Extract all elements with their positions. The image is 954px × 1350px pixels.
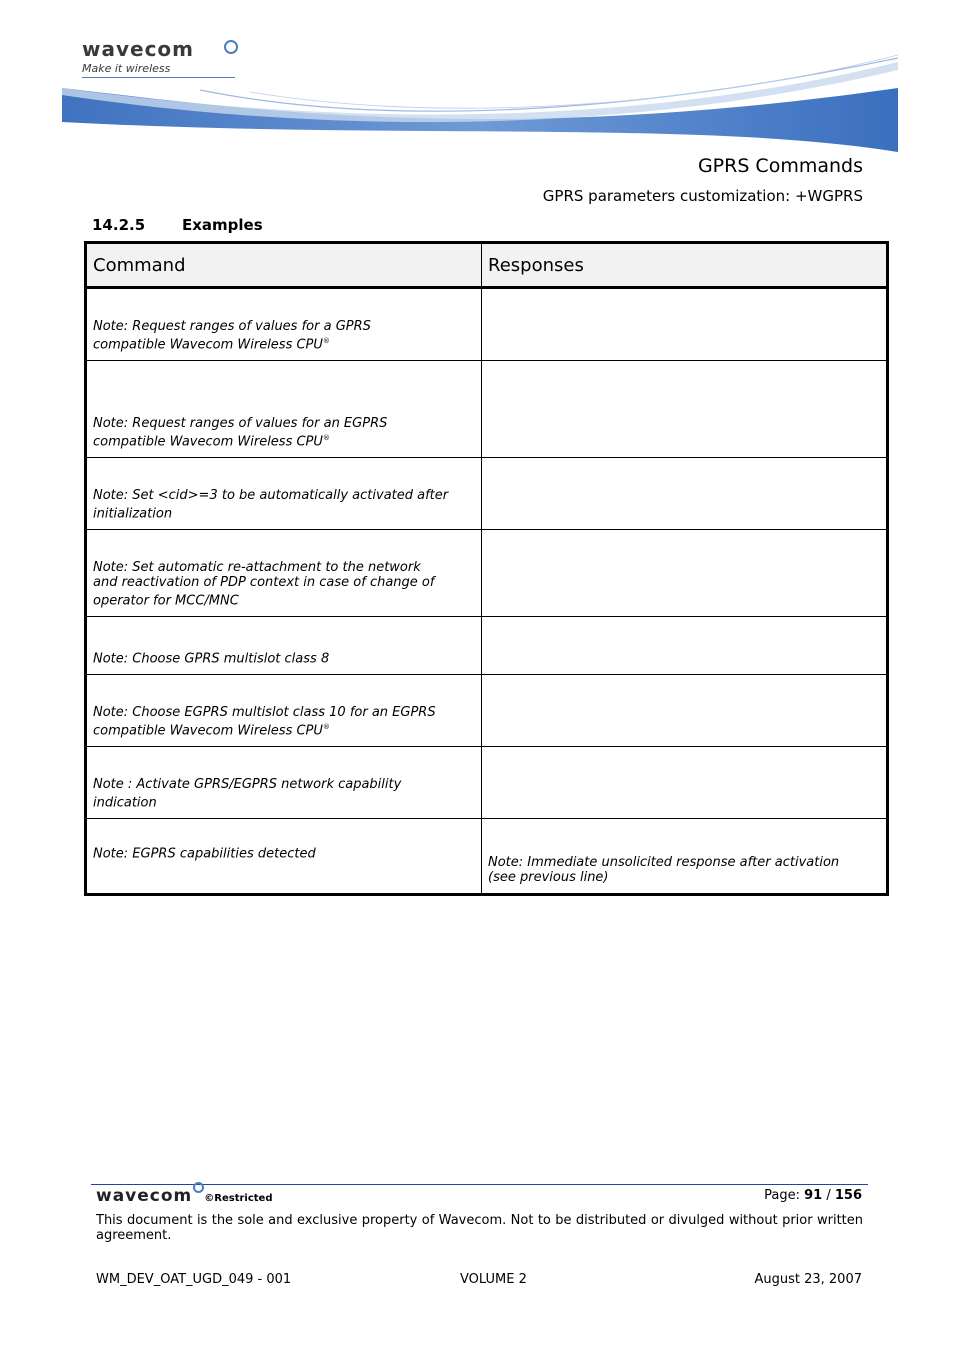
table-header-row xyxy=(86,243,888,288)
command-cell xyxy=(86,819,482,895)
column-header-responses: Responses xyxy=(482,243,888,288)
footer-volume: VOLUME 2 xyxy=(460,1272,527,1287)
response-cell xyxy=(482,361,888,458)
command-note: Note: Request ranges of values for an EGPRS compatible Wavecom Wireless CPU® xyxy=(93,415,388,449)
command-cell xyxy=(86,361,482,458)
examples-table xyxy=(84,241,889,896)
command-note: Note: Set <cid>=3 to be automatically activated after initialization xyxy=(93,487,449,521)
footer-rule xyxy=(91,1184,868,1185)
footer-restricted-label: ©Restricted xyxy=(204,1193,273,1204)
command-cell xyxy=(86,617,482,675)
command-cell xyxy=(86,675,482,747)
header-title: GPRS Commands xyxy=(697,155,863,177)
command-note: Note : Activate GPRS/EGPRS network capability indication xyxy=(93,776,402,810)
response-note: Note: Immediate unsolicited response after activation (see previous line) xyxy=(488,855,840,885)
page-number: Page: 91 / 156 xyxy=(764,1188,862,1203)
table-row xyxy=(86,361,888,458)
table-row xyxy=(86,675,888,747)
response-cell xyxy=(482,617,888,675)
footer-doc-ref: WM_DEV_OAT_UGD_049 - 001 xyxy=(96,1272,292,1287)
response-cell xyxy=(482,747,888,819)
table-row xyxy=(86,617,888,675)
section-title: Examples xyxy=(182,216,263,234)
command-note: Note: Choose GPRS multislot class 8 xyxy=(93,651,330,666)
table-row xyxy=(86,747,888,819)
table-row xyxy=(86,819,888,895)
response-cell xyxy=(482,530,888,617)
response-note xyxy=(488,666,880,674)
command-cell xyxy=(86,747,482,819)
table-row xyxy=(86,288,888,361)
section-number: 14.2.5 xyxy=(92,216,146,234)
logo-tagline: Make it wireless xyxy=(82,62,235,78)
response-note xyxy=(488,810,880,818)
response-cell xyxy=(482,819,888,895)
response-note xyxy=(488,738,880,746)
footer-notice: This document is the sole and exclusive property of Wavecom. Not to be distributed or divulged without prior written agreement. xyxy=(96,1213,863,1243)
command-note: Note: Request ranges of values for a GPRS compatible Wavecom Wireless CPU® xyxy=(93,318,371,352)
table-row xyxy=(86,530,888,617)
command-note: Note: Set automatic re-attachment to the network and reactivation of PDP context in case of change of operator for MCC/MNC xyxy=(93,559,435,608)
command-cell xyxy=(86,458,482,530)
column-header-command: Command xyxy=(86,243,482,288)
footer-date: August 23, 2007 xyxy=(754,1272,862,1287)
footer-logo-wordmark: wavecom xyxy=(96,1186,193,1206)
section-heading xyxy=(92,216,263,234)
logo-wordmark: wavecom xyxy=(82,37,195,61)
command-note: Note: Choose EGPRS multislot class 10 for an EGPRS compatible Wavecom Wireless CPU® xyxy=(93,704,436,738)
table-row xyxy=(86,458,888,530)
command-note: Note: EGPRS capabilities detected xyxy=(93,846,316,862)
footer-logo-swirl-icon xyxy=(193,1182,204,1193)
footer-logo xyxy=(96,1186,273,1206)
response-cell xyxy=(482,288,888,361)
response-note xyxy=(488,449,880,457)
header-subtitle: GPRS parameters customization: +WGPRS xyxy=(542,187,863,205)
response-note xyxy=(488,352,880,360)
response-cell xyxy=(482,458,888,530)
command-cell xyxy=(86,288,482,361)
header-banner-swoosh xyxy=(0,50,954,160)
command-cell xyxy=(86,530,482,617)
response-cell xyxy=(482,675,888,747)
response-note xyxy=(488,608,880,616)
response-note xyxy=(488,521,880,529)
